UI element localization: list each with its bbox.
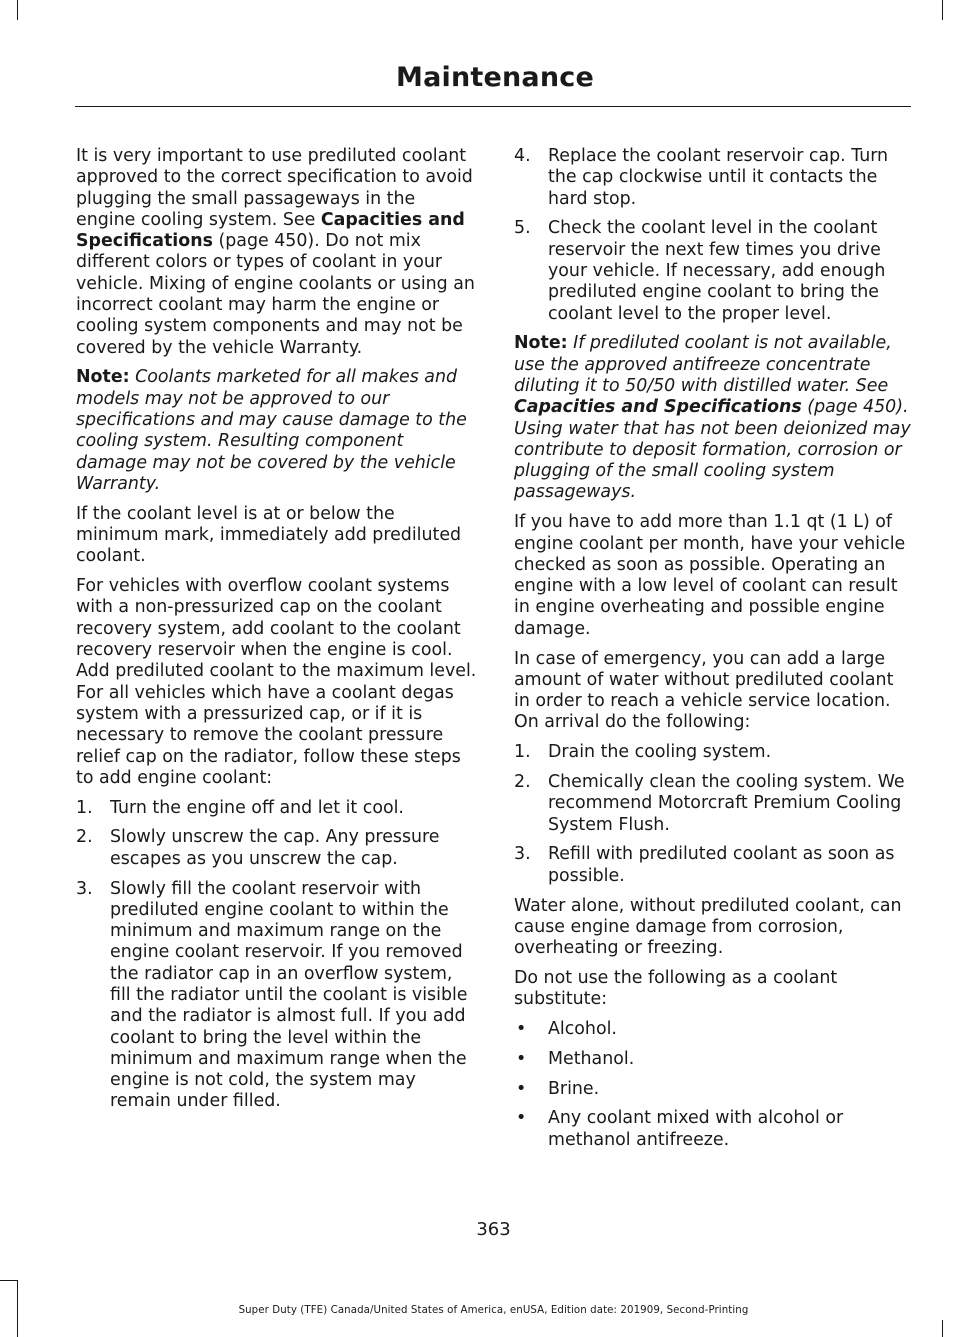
fill-steps-list (76, 798, 478, 1113)
list-item: • Brine. (516, 1078, 600, 1099)
water-alone-paragraph: Water alone, without prediluted coolant, can cause engine damage from corrosion, overheating or freezing. (514, 895, 902, 959)
crop-mark-bottom-left (0, 1280, 18, 1281)
substitute-list (514, 1019, 912, 1151)
left-column (76, 146, 478, 1121)
capacities-reference-link[interactable]: Capacities and Specifications (76, 209, 465, 252)
prediluted-note: Note: If prediluted coolant is not available, use the approved antifreeze concentrate diluting it to 50/50 with distilled water. See Capacities and Specifications (page 450). Using water that has not been deionized may contribute to deposit formation, corrosion or plugging of the small cooling system passageways. (514, 333, 911, 503)
crop-mark-bottom-right (942, 1320, 943, 1337)
list-item: 3. Refill with prediluted coolant as soon as possible. (514, 844, 895, 886)
page-number: 363 (476, 1219, 511, 1240)
list-item: 2. Slowly unscrew the cap. Any pressure escapes as you unscrew the cap. (76, 827, 440, 869)
page-title: Maintenance (396, 62, 594, 93)
list-item: • Any coolant mixed with alcohol or methanol antifreeze. (516, 1108, 844, 1150)
list-item: 1. Turn the engine off and let it cool. (76, 797, 404, 818)
list-item: • Alcohol. (516, 1018, 617, 1039)
emergency-paragraph: In case of emergency, you can add a large amount of water without prediluted coolant in order to reach a vehicle service location. On arrival do the following: (514, 648, 894, 733)
monthly-coolant-paragraph: If you have to add more than 1.1 qt (1 L) of engine coolant per month, have your vehicle checked as soon as possible. Operating an engine with a low level of coolant can result in engine overheating and possible engine damage. (514, 512, 906, 639)
coolant-note: Note: Coolants marketed for all makes and models may not be approved to our specifications and may cause damage to the cooling system. Resulting component damage may not be covered by the vehicle Warranty. (76, 367, 467, 494)
list-item: 4. Replace the coolant reservoir cap. Turn the cap clockwise until it contacts the hard stop. (514, 146, 889, 209)
crop-mark-top-right (942, 0, 943, 20)
list-item: • Methanol. (516, 1048, 635, 1069)
bullet-icon: • (516, 1018, 527, 1039)
emergency-steps-list (514, 742, 912, 887)
overflow-system-paragraph: For vehicles with overflow coolant systems with a non-pressurized cap on the coolant recovery system, add coolant to the coolant recovery reservoir when the engine is cool. Add prediluted coolant to the maximum level. For all vehicles which have a coolant degas system with a pressurized cap, or if it is necessary to remove the coolant pressure relief cap on the radiator, follow these steps to add engine coolant: (76, 576, 477, 788)
list-item: 1. Drain the cooling system. (514, 742, 772, 763)
list-item: 5. Check the coolant level in the coolant reservoir the next few times you drive your vehicle. If necessary, add enough prediluted engine coolant to bring the coolant level to the proper level. (514, 218, 886, 324)
capacities-reference-link-2[interactable]: Capacities and Specifications (514, 397, 802, 418)
minimum-level-paragraph: If the coolant level is at or below the minimum mark, immediately add prediluted coolant. (76, 503, 462, 567)
edition-footer: Super Duty (TFE) Canada/United States of America, enUSA, Edition date: 201909, Second-Printing (238, 1305, 749, 1316)
intro-paragraph: It is very important to use prediluted coolant approved to the correct specification to avoid plugging the small passageways in the engine cooling system. See Capacities and Specifications (page 450). Do not mix different colors or types of coolant in your vehicle. Mixing of engine coolants or using an incorrect coolant may harm the engine or cooling system components and may not be covered by the vehicle Warranty. (76, 146, 475, 358)
list-item: 2. Chemically clean the cooling system. We recommend Motorcraft Premium Cooling System Flush. (514, 772, 905, 835)
list-item: 3. Slowly fill the coolant reservoir with prediluted engine coolant to within the minimum and maximum range on the engine coolant reservoir. If you removed the radiator cap in an overflow system, fill the radiator until the coolant is visible and the radiator is almost full. If you add coolant to bring the level within the minimum and maximum range when the engine is not cold, the system may remain under filled. (76, 878, 468, 1112)
header-divider (75, 106, 911, 107)
right-column (514, 146, 912, 1159)
crop-mark-top-left (17, 0, 18, 20)
fill-steps-list-continued (514, 146, 912, 325)
substitute-paragraph: Do not use the following as a coolant substitute: (514, 967, 838, 1010)
bullet-icon: • (516, 1108, 527, 1129)
bullet-icon: • (516, 1078, 527, 1099)
bullet-icon: • (516, 1048, 527, 1069)
